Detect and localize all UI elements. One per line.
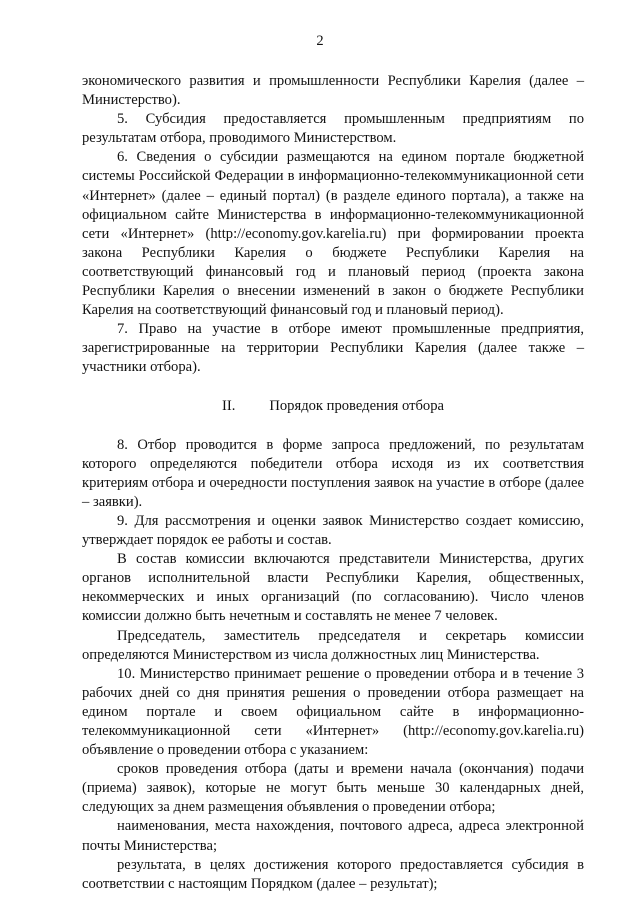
paragraph-result: результата, в целях достижения которого предоставляется субсидия в соответствии с настоящим Порядком (далее – результат); [82, 856, 584, 892]
paragraph-10: 10. Министерство принимает решение о проведении отбора и в течение 3 рабочих дней со дня принятия решения о проведении отбора размещает на едином портале и своем официальном сайте в информационно-телекоммуникационной сети «Интернет» (http://economy.gov.karelia.ru) объявление о проведении отбора с указанием: [82, 665, 584, 759]
paragraph-5: 5. Субсидия предоставляется промышленным предприятиям по результатам отбора, проводимого Министерством. [82, 111, 584, 147]
paragraph-continuation: экономического развития и промышленности Республики Карелия (далее – Министерство). [82, 73, 584, 109]
section-heading [82, 397, 584, 416]
paragraph-ministry-contacts: наименования, места нахождения, почтового адреса, адреса электронной почты Министерства; [82, 818, 584, 854]
paragraph-commission-chair: Председатель, заместитель председателя и секретарь комиссии определяются Министерством из числа должностных лиц Министерства. [82, 627, 584, 663]
paragraph-8: 8. Отбор проводится в форме запроса предложений, по результатам которого определяются победители отбора исходя из их соответствия критериям отбора и очередности поступления заявок на участие в отборе (далее – заявки). [82, 436, 584, 510]
page-number: 2 [316, 33, 324, 49]
paragraph-commission-composition: В состав комиссии включаются представители Министерства, других органов исполнительной власти Республики Карелия, общественных, некоммерческих и иных организаций (по согласованию). Число членов комиссии должно быть нечетным и составлять не менее 7 человек. [82, 551, 584, 625]
document-body [82, 72, 584, 894]
section-title: Порядок проведения отбора [269, 397, 445, 414]
section-number: II. [221, 397, 236, 414]
paragraph-7: 7. Право на участие в отборе имеют промышленные предприятия, зарегистрированные на территории Республики Карелия (далее также – участники отбора). [82, 321, 584, 376]
paragraph-terms: сроков проведения отбора (даты и времени начала (окончания) подачи (приема) заявок), которые не могут быть меньше 30 календарных дней, следующих за днем размещения объявления о проведении отбора; [82, 761, 584, 816]
paragraph-9: 9. Для рассмотрения и оценки заявок Министерство создает комиссию, утверждает порядок ее работы и состав. [82, 512, 584, 549]
paragraph-6: 6. Сведения о субсидии размещаются на едином портале бюджетной системы Российской Федерации в информационно-телекоммуникационной сети «Интернет» (далее – единый портал) (в разделе единого портала), а также на официальном сайте Министерства в информационно-телекоммуникационной сети «Интернет» (http://economy.gov.karelia.ru) при формировании проекта закона Республики Карелия о бюджете Республики Карелия на соответствующий финансовый год и плановый период (проекта закона Республики Карелия о внесении изменений в закон о бюджете Республики Карелия на соответствующий финансовый год и плановый период). [82, 149, 584, 319]
